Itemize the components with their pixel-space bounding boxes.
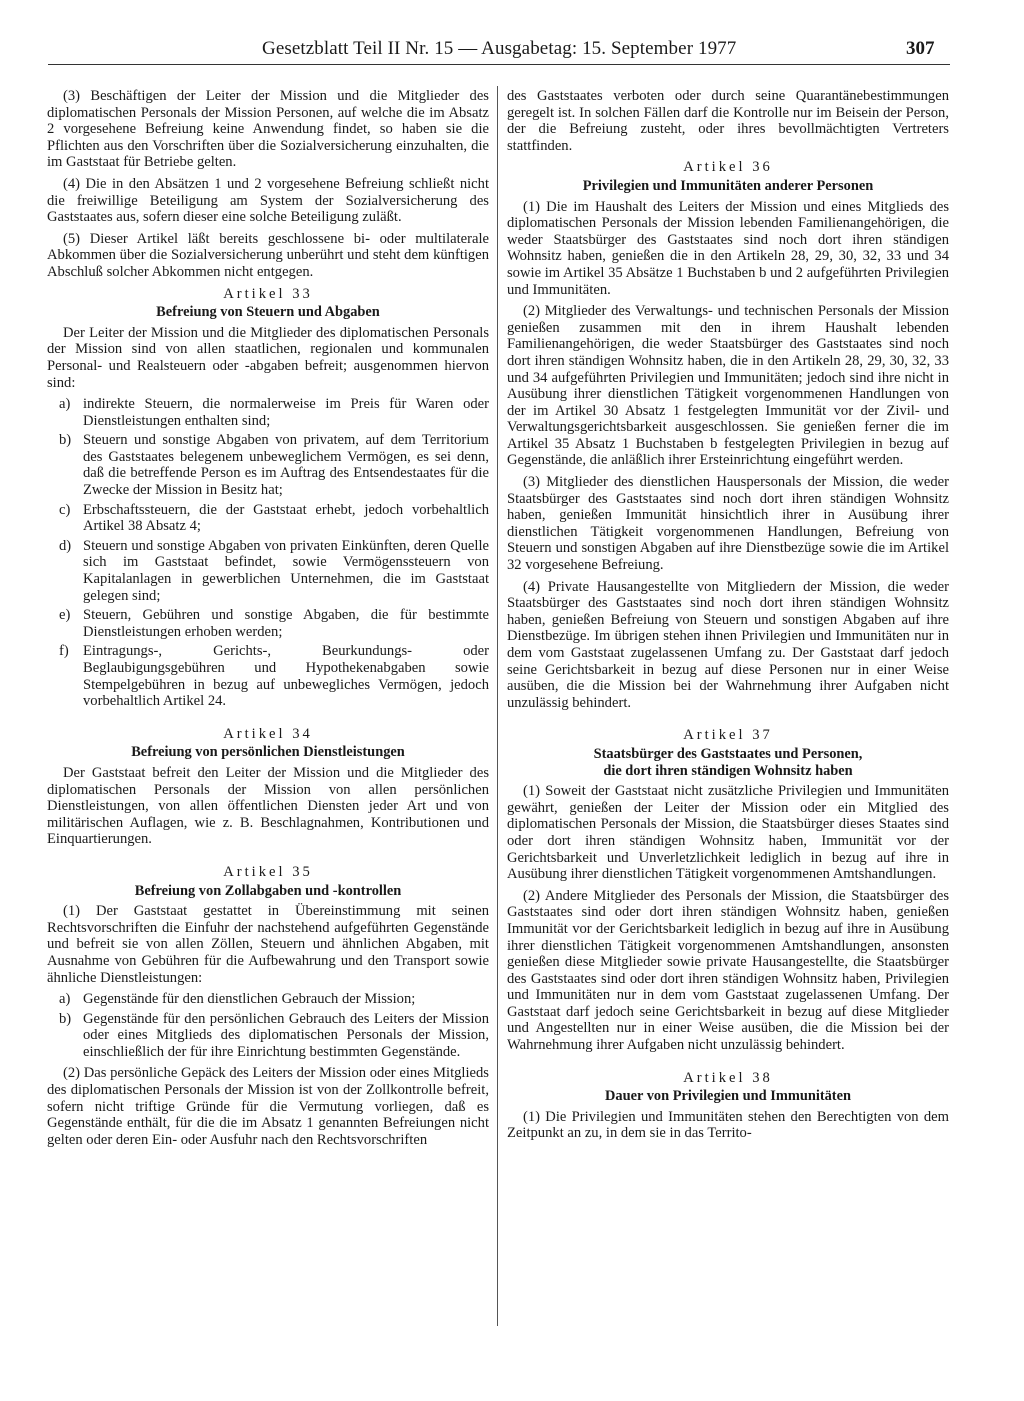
article-33-label: Artikel 33 [223,285,313,302]
list-item-text: Steuern, Gebühren und sonstige Abgaben, die für bestimmte Dienstleistungen erhoben werden; [83,607,489,640]
list-marker: a) [59,991,71,1008]
column-divider [497,86,498,1326]
paragraph: (1) Soweit der Gaststaat nicht zusätzliche Privilegien und Immunitäten gewährt, genießen der Leiter der Mission oder ein Mitglied des diplomatischen Personals der Mission, die Staatsbürger dieses Staates sind oder dort ihren ständigen Wohnsitz haben, Immunität vor der Gerichtsbarkeit und Unverletzlichkeit lediglich in bezug auf ihre in Ausübung ihrer dienstlichen Tätigkeit vorgenommenen Amtshandlungen. [507,783,949,883]
list-item-text: Gegenstände für den dienstlichen Gebrauch der Mission; [83,991,416,1008]
list-marker: e) [59,607,71,624]
page-header [0,34,1024,64]
list-marker: b) [59,432,72,449]
list-item [47,502,489,535]
paragraph: (1) Der Gaststaat gestattet in Übereinstimmung mit seinen Rechtsvorschriften die Einfuhr der nachstehend aufgeführten Gegenstände und befreit sie von allen Zöllen, Steuern und ähnlichen Abgaben, mit Ausnahme von Gebühren für die Aufbewahrung und den Transport sowie ähnliche Dienstleistungen: [47,903,489,986]
list-item-text: indirekte Steuern, die normalerweise im Preis für Waren oder Dienstleistungen enthalten sind; [83,396,489,429]
list-item [47,538,489,604]
article-36-label: Artikel 36 [683,159,773,176]
article-35-list [47,991,489,1060]
page-number: 307 [906,38,935,59]
list-item [47,1011,489,1061]
article-38-label: Artikel 38 [683,1069,773,1086]
paragraph: (4) Private Hausangestellte von Mitgliedern der Mission, die weder Staatsbürger des Gaststaates sind noch dort ihren ständigen Wohnsitz haben, genießen Befreiung von Steuern und sonstigen Abgaben auf ihre Dienstbezüge. Im übrigen stehen ihnen Privilegien und Immunitäten nur in dem vom Gaststaat zugelassenen Umfang zu. Der Gaststaat darf jedoch seine Gerichtsbarkeit in bezug auf diese Personen nur in einer Weise ausüben, die die Mission bei der Wahrnehmung ihrer Aufgaben nicht unzulässig behindert. [507,578,949,711]
paragraph: Der Gaststaat befreit den Leiter der Mission und die Mitglieder des diplomatischen Personals der Mission von allen persönlichen Dienstleistungen, von allen öffentlichen Diensten jeder Art und von militärischen Auflagen, wie z. B. Beschlagnahmen, Kontributionen und Einquartierungen. [47,764,489,848]
paragraph: (2) Mitglieder des Verwaltungs- und technischen Personals der Mission genießen zusammen mit den in ihrem Haushalt lebenden Familienangehörigen, die weder Staatsbürger des Gaststaates sind noch dort ihren ständigen Wohnsitz haben, die in den Artikeln 28, 29, 30, 32, 33 und 34 aufgeführten Privilegien und Immunitäten; jedoch sind ihre nicht in Ausübung ihrer dienstlichen Tätigkeit vorgenommenen Handlungen von der im Artikel 30 Absatz 1 festgelegten Immunität vor der Zivil- und Verwaltungsgerichtsbarkeit ausgeschlossen. Sie genießen ferner die im Artikel 35 Absatz 1 Buchstaben b festgelegten Privilegien in bezug auf Gegenstände, die anläßlich ihrer Ersteinrichtung eingeführt werden. [507,303,949,469]
list-marker: c) [59,501,71,518]
list-marker: a) [59,396,71,413]
list-item-text: Steuern und sonstige Abgaben von privatem, auf dem Territorium des Gaststaates belegenem unbeweglichem Vermögen, es sei denn, daß die betreffende Person es im Auftrag des Entsendestaates für die Zwecke der Mission in Besitz hat; [83,432,489,499]
article-33-title: Befreiung von Steuern und Abgaben [156,304,380,321]
list-item [47,643,489,709]
running-title: Gesetzblatt Teil II Nr. 15 — Ausgabetag: 15. September 1977 [262,38,737,59]
paragraph: (1) Die im Haushalt des Leiters der Mission und eines Mitglieds des diplomatischen Personals der Mission lebenden Familienangehörigen, die weder Staatsbürger des Gaststaates sind noch dort ihren ständigen Wohnsitz haben, genießen die in den Artikeln 28, 29, 30, 32, 33 und 34 sowie im Artikel 35 Absätze 1 Buchstaben b und 2 aufgeführten Privilegien und Immunitäten. [507,198,949,298]
paragraph: (3) Mitglieder des dienstlichen Hauspersonals der Mission, die weder Staatsbürger des Gaststaates sind noch dort ihren ständigen Wohnsitz haben, genießen Immunität hinsichtlich ihrer in Ausübung ihrer dienstlichen Tätigkeit vorgenommenen Handlungen, Befreiung von Steuern und sonstigen Abgaben auf ihre Dienstbezüge sowie die im Artikel 32 vorgesehene Befreiung. [507,474,949,574]
list-item [47,432,489,498]
header-rule [48,64,950,65]
article-37-label: Artikel 37 [683,727,773,744]
article-38-title: Dauer von Privilegien und Immunitäten [605,1088,851,1105]
paragraph: (1) Die Privilegien und Immunitäten stehen den Berechtigten von dem Zeitpunkt an zu, in dem sie in das Territo- [507,1108,949,1142]
article-34-label: Artikel 34 [223,725,313,742]
list-item [47,396,489,429]
article-33-list [47,396,489,710]
article-37-title [507,746,949,779]
paragraph: (2) Andere Mitglieder des Personals der Mission, die Staatsbürger des Gaststaates sind oder dort ihren ständigen Wohnsitz haben, genießen Immunität vor der Gerichtsbarkeit lediglich in bezug auf ihre in Ausübung ihrer dienstlichen Tätigkeit vorgenommenen Amtshandlungen, ansonsten genießen diese Mitglieder sowie private Hausangestellte, die Staatsbürger des Gaststaates sind oder dort ihren ständigen Wohnsitz haben, Privilegien und Immunitäten nur in dem vom Gaststaat zugelassenen Umfang. Der Gaststaat darf jedoch seine Gerichtsbarkeit in bezug auf diese Mitglieder und Angestellten nur in einer Weise ausüben, die die Mission bei der Wahrnehmung ihrer Aufgaben nicht unzulässig behindert. [507,887,949,1054]
right-column [507,88,949,1147]
article-37-title-line-2: die dort ihren ständigen Wohnsitz haben [603,762,853,779]
list-item-text: Gegenstände für den persönlichen Gebrauch des Leiters der Mission oder eines Mitglieds des diplomatischen Personals der Mission, einschließlich der für ihre Einrichtung bestimmten Gegenstände. [83,1010,489,1060]
article-36-title: Privilegien und Immunitäten anderer Personen [582,177,874,194]
article-34-title: Befreiung von persönlichen Dienstleistungen [131,744,405,761]
article-35-title: Befreiung von Zollabgaben und -kontrollen [134,882,402,899]
list-marker: b) [59,1010,72,1027]
list-item-text: Steuern und sonstige Abgaben von privaten Einkünften, deren Quelle sich im Gaststaat befindet, sowie Vermögenssteuern von Kapitalanlagen in gewerblichen Unternehmen, die im Gaststaat gelegen sind; [83,537,489,604]
list-marker: f) [59,643,69,660]
article-37-title-line-1: Staatsbürger des Gaststaates und Personen, [593,745,863,762]
paragraph: (5) Dieser Artikel läßt bereits geschlossene bi- oder multilaterale Abkommen über die Sozialversicherung unberührt und steht dem künftigen Abschluß solcher Abkommen nicht entgegen. [47,230,489,280]
paragraph: (4) Die in den Absätzen 1 und 2 vorgesehene Befreiung schließt nicht die freiwillige Beteiligung am System der Sozialversicherung des Gaststaates aus, sofern dieser eine solche Beteiligung zuläßt. [47,175,489,226]
paragraph: des Gaststaates verboten oder durch seine Quarantänebestimmungen geregelt ist. In solchen Fällen darf die Kontrolle nur im Beisein der Person, der die Befreiung zusteht, oder ihres bevollmächtigten Vertreters stattfinden. [507,88,949,154]
left-column [47,88,489,1153]
list-item-text: Eintragungs-, Gerichts-, Beurkundungs- oder Beglaubigungsgebühren und Hypothekenabgaben sowie Stempelgebühren in bezug auf unbewegliches Vermögen, jedoch vorbehaltlich Artikel 24. [83,643,489,710]
list-item-text: Erbschaftssteuern, die der Gaststaat erhebt, jedoch vorbehaltlich Artikel 38 Absatz 4; [83,501,489,535]
article-35-label: Artikel 35 [223,863,313,880]
paragraph: Der Leiter der Mission und die Mitglieder des diplomatischen Personals der Mission sind von allen staatlichen, regionalen und kommunalen Personal- und Realsteuern oder -abgaben befreit; ausgenommen hiervon sind: [47,324,489,391]
list-item [47,991,489,1008]
paragraph: (2) Das persönliche Gepäck des Leiters der Mission oder eines Mitglieds des diplomatischen Personals der Mission ist von der Zollkontrolle befreit, sofern nicht triftige Gründe für die Vermutung vorliegen, daß es Gegenstände enthält, für die die im Absatz 1 genannten Befreiungen nicht gelten oder deren Ein- oder Ausfuhr nach den Rechtsvorschriften [47,1065,489,1148]
paragraph: (3) Beschäftigen der Leiter der Mission und die Mitglieder des diplomatischen Personals der Mission Personen, auf welche die im Absatz 2 vorgesehene Befreiung keine Anwendung findet, so haben sie die Pflichten aus den Vorschriften über die Sozialversicherung einzuhalten, die im Gaststaat für Betriebe gelten. [47,88,489,171]
list-marker: d) [59,537,72,554]
list-item [47,607,489,640]
